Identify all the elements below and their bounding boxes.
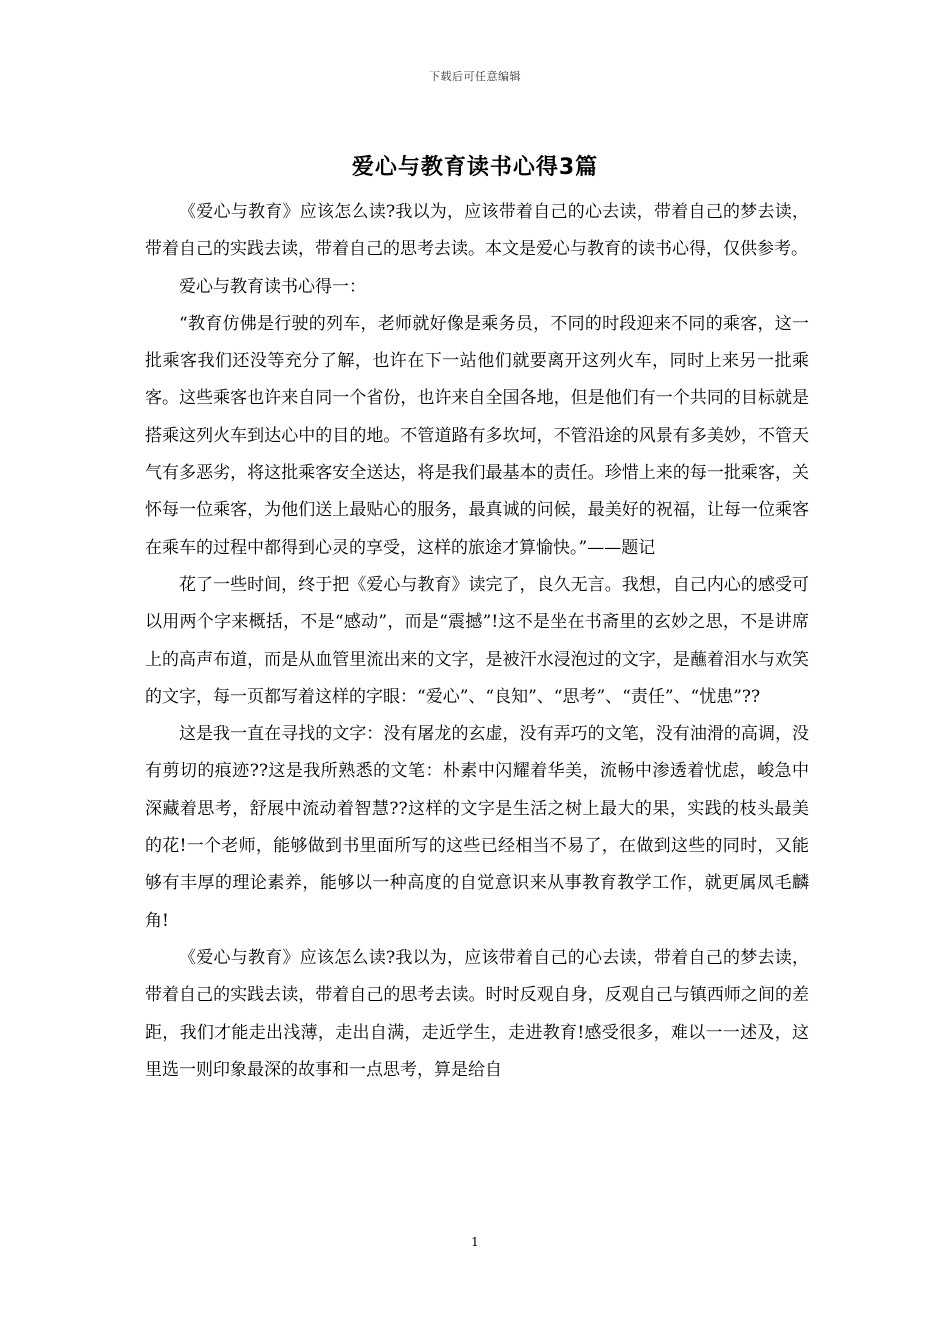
paragraph-section-heading: 爱心与教育读书心得一： [179,276,366,297]
paragraph-intro: 《爱心与教育》应该怎么读?我以为，应该带着自己的心去读，带着自己的梦去读，带着自己的实践去读，带着自己的思考去读。本文是爱心与教育的读书心得，仅供参考。 [145,202,809,260]
page-number: 1 [471,1235,479,1249]
paragraph-epigraph: “教育仿佛是行驶的列车，老师就好像是乘务员，不同的时段迎来不同的乘客，这一批乘客我们还没等充分了解，也许在下一站他们就要离开这列火车，同时上来另一批乘客。这些乘客也许来自同一个省份，也许来自全国各地，但是他们有一个共同的目标就是搭乘这列火车到达心中的目的地。不管道路有多坎坷，不管沿途的风景有多美妙，不管天气有多恶劣，将这批乘客安全送达，将是我们最基本的责任。珍惜上来的每一批乘客，关怀每一位乘客，为他们送上最贴心的服务，最真诚的问候，最美好的祝福，让每一位乘客在乘车的过程中都得到心灵的享受，这样的旅途才算愉快。”——题记 [145,313,809,558]
paragraph-body: 这是我一直在寻找的文字：没有屠龙的玄虚，没有弄巧的文笔，没有油滑的高调，没有剪切的痕迹??这是我所熟悉的文笔：朴素中闪耀着华美，流畅中渗透着忧虑，峻急中深藏着思考，舒展中流动着智慧??这样的文字是生活之树上最大的果，实践的枝头最美的花!一个老师，能够做到书里面所写的这些已经相当不易了，在做到这些的同时，又能够有丰厚的理论素养，能够以一种高度的自觉意识来从事教育教学工作，就更属凤毛麟角! [145,724,809,931]
document-title: 爱心与教育读书心得3篇 [351,155,599,180]
paragraph-body: 《爱心与教育》应该怎么读?我以为，应该带着自己的心去读，带着自己的梦去读，带着自己的实践去读，带着自己的思考去读。时时反观自身，反观自己与镇西师之间的差距，我们才能走出浅薄，走出自满，走近学生，走进教育!感受很多，难以一一述及，这里选一则印象最深的故事和一点思考，算是给自 [145,947,809,1080]
document-body [145,194,809,1089]
paragraph-body: 花了一些时间，终于把《爱心与教育》读完了，良久无言。我想，自己内心的感受可以用两个字来概括，不是“感动”，而是“震撼”!这不是坐在书斋里的玄妙之思，不是讲席上的高声布道，而是从血管里流出来的文字，是被汗水浸泡过的文字，是蘸着泪水与欢笑的文字，每一页都写着这样的字眼：“爱心”、“良知”、“思考”、“责任”、“忧患”?? [145,574,809,707]
page-header-note: 下载后可任意编辑 [429,70,521,83]
